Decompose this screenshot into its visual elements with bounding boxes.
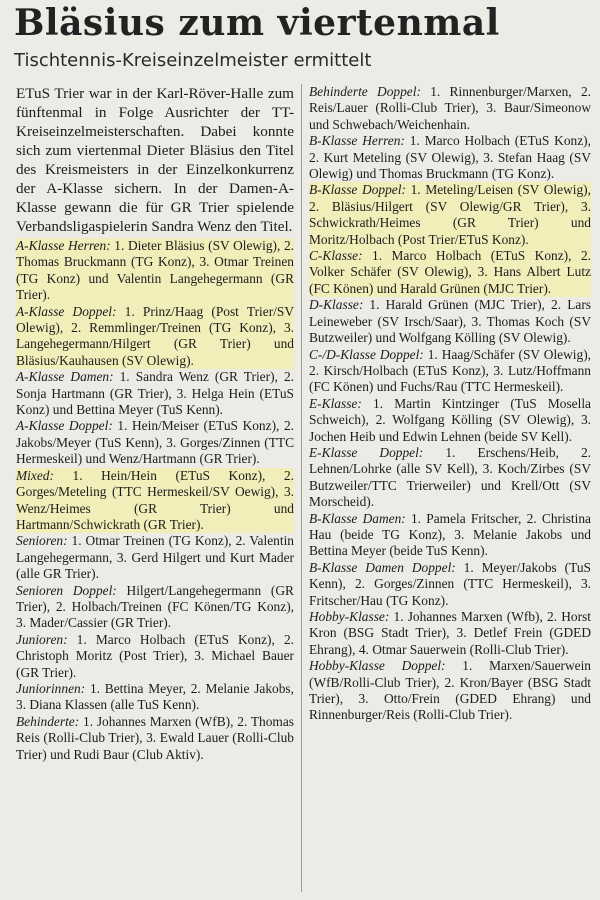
result-text: 1. Johannes Marxen (WfB), 2. Thomas Reis (Rolli-Club Trier), 3. Ewald Lauer (Rolli-Club Trier) und Rudi Baur (Club Aktiv). bbox=[16, 713, 294, 762]
result-text: 1. Hein/Hein (ETuS Konz), 2. Gorges/Meteling (TTC Hermeskeil/SV Oewig), 3. Wenz/Heimes (GR Trier) und Hartmann/Schwickrath (GR Trier). bbox=[16, 467, 294, 532]
result-category: Senioren: bbox=[16, 533, 68, 549]
subheadline: Tischtennis-Kreiseinzelmeister ermittelt bbox=[14, 50, 372, 71]
result-text: 1. Hein/Meiser (ETuS Konz), 2. Jakobs/Meyer (TuS Kenn), 3. Gorges/Zinnen (TTC Hermeskeil) und Wenz/Hartmann (GR Trier). bbox=[16, 418, 294, 467]
result-category: Hobby-Klasse: bbox=[309, 609, 390, 624]
result-category: A-Klasse Doppel: bbox=[16, 418, 113, 434]
result-text: 1. Bettina Meyer, 2. Melanie Jakobs, 3. Diana Klassen (alle TuS Kenn). bbox=[16, 680, 294, 713]
result-category: Hobby-Klasse Doppel: bbox=[309, 658, 446, 674]
column-divider bbox=[301, 84, 302, 892]
result-entry bbox=[16, 533, 294, 582]
result-text: 1. Erschens/Heib, 2. Lehnen/Lohrke (alle SV Kell), 3. Koch/Zirbes (SV Butzweiler/TTC Trierweiler) und Krell/Ott (SV Morscheid). bbox=[309, 444, 591, 510]
result-entry bbox=[309, 445, 591, 511]
result-text: 1. Marco Holbach (ETuS Konz), 2. Kurt Meteling (SV Olewig), 3. Stefan Haag (SV Olewig) und Thomas Bruckmann (TG Konz). bbox=[309, 133, 591, 182]
result-text: 1. Otmar Treinen (TG Konz), 2. Valentin Langehegermann, 3. Gerd Hilgert und Kurt Mader (alle GR Trier). bbox=[16, 533, 294, 582]
result-entry bbox=[309, 133, 591, 182]
result-text: 1. Sandra Wenz (GR Trier), 2. Sonja Hartmann (GR Trier), 3. Helga Hein (ETuS Konz) und Bettina Meyer (TuS Kenn). bbox=[16, 369, 294, 418]
left-column bbox=[16, 84, 294, 763]
result-category: Behinderte: bbox=[16, 713, 80, 729]
result-text: 1. Meteling/Leisen (SV Olewig), 2. Bläsius/Hilgert (SV Olewig/GR Trier), 3. Schwickrath/Heimes (GR Trier) und Moritz/Holbach (Post Trier/ETuS Konz). bbox=[309, 182, 591, 247]
result-entry bbox=[309, 297, 591, 346]
result-category: B-Klasse Damen: bbox=[309, 510, 406, 526]
result-entry bbox=[309, 658, 591, 724]
result-category: E-Klasse: bbox=[309, 395, 362, 411]
result-text: 1. Rinnenburger/Marxen, 2. Reis/Lauer (Rolli-Club Trier), 3. Baur/Simeonow und Schwebach/Weichenhain. bbox=[309, 84, 591, 132]
result-text: 1. Marco Holbach (ETuS Konz), 2. Christoph Moritz (Post Trier), 3. Michael Bauer (GR Trier). bbox=[16, 631, 294, 680]
result-entry bbox=[16, 418, 294, 467]
result-text: 1. Martin Kintzinger (TuS Mosella Schweich), 2. Wolfgang Kölling (SV Olewig), 3. Jochen Heib und Edwin Lehnen (beide SV Kell). bbox=[309, 395, 591, 444]
result-text: 1. Dieter Bläsius (SV Olewig), 2. Thomas Bruckmann (TG Konz), 3. Otmar Treinen (TG Konz) und Valentin Langehegermann (GR Trier). bbox=[16, 238, 295, 303]
result-text: 1. Marco Holbach (ETuS Konz), 2. Volker Schäfer (SV Olewig), 3. Hans Albert Lutz (FC Könen) und Harald Grünen (MJC Trier). bbox=[309, 248, 591, 296]
result-entry bbox=[16, 632, 294, 681]
result-text: 1. Johannes Marxen (Wfb), 2. Horst Kron (BSG Stadt Trier), 3. Detlef Frein (GDED Ehrang), 4. Otmar Sauerwein (Rolli-Club Trier). bbox=[309, 609, 591, 657]
result-entry bbox=[16, 583, 294, 632]
result-entry bbox=[16, 369, 294, 418]
result-category: Junioren: bbox=[16, 631, 68, 647]
result-category: E-Klasse Doppel: bbox=[309, 444, 424, 460]
result-entry bbox=[309, 182, 591, 248]
result-category: Senioren Doppel: bbox=[16, 582, 117, 598]
right-column bbox=[309, 84, 591, 724]
result-category: D-Klasse: bbox=[309, 297, 364, 313]
result-text: 1. Harald Grünen (MJC Trier), 2. Lars Leineweber (SV Irsch/Saar), 3. Thomas Koch (SV Butzweiler) und Wolfgang Kölling (SV Olewig). bbox=[309, 297, 591, 346]
result-entry bbox=[309, 609, 591, 658]
result-category: B-Klasse Doppel: bbox=[309, 182, 406, 198]
result-entry bbox=[16, 238, 294, 304]
result-text: 1. Haag/Schäfer (SV Olewig), 2. Kirsch/Holbach (ETuS Konz), 3. Lutz/Hoffmann (FC Könen) und Fuchs/Rau (TTC Hermeskeil). bbox=[309, 346, 592, 395]
result-entry bbox=[309, 511, 591, 560]
result-text: 1. Meyer/Jakobs (TuS Kenn), 2. Gorges/Zinnen (TTC Hermeskeil), 3. Fritscher/Hau (TG Konz). bbox=[309, 559, 591, 608]
result-category: Mixed: bbox=[16, 467, 54, 483]
result-category: A-Klasse Damen: bbox=[16, 369, 114, 385]
result-category: Juniorinnen: bbox=[16, 680, 86, 696]
result-category: B-Klasse Damen Doppel: bbox=[309, 559, 456, 575]
result-text: 1. Pamela Fritscher, 2. Christina Hau (beide TG Konz), 3. Melanie Jakobs und Bettina Meyer (beide TuS Kenn). bbox=[309, 510, 591, 559]
result-entry bbox=[309, 396, 591, 445]
result-entry bbox=[16, 681, 294, 714]
result-entry bbox=[16, 714, 294, 763]
result-text: Hilgert/Langehegermann (GR Trier), 2. Holbach/Treinen (FC Könen/TG Konz), 3. Mader/Cassier (GR Trier). bbox=[16, 582, 294, 631]
result-entry bbox=[16, 468, 294, 534]
result-text: 1. Marxen/Sauerwein (WfB/Rolli-Club Trier), 2. Kron/Bayer (BSG Stadt Trier), 3. Otto/Frein (GDED Ehrang) und Rinnenburger/Reis (Rolli-Club Trier). bbox=[309, 658, 591, 723]
result-category: B-Klasse Herren: bbox=[309, 133, 405, 149]
result-category: A-Klasse Herren: bbox=[16, 238, 111, 253]
right-results-list bbox=[309, 84, 591, 724]
result-category: C-/D-Klasse Doppel: bbox=[309, 346, 424, 362]
result-entry bbox=[309, 347, 591, 396]
result-category: C-Klasse: bbox=[309, 248, 363, 264]
result-entry bbox=[309, 248, 591, 297]
lead-paragraph: ETuS Trier war in der Karl-Röver-Halle zum fünftenmal in Folge Ausrichter der TT-Kreiseinzelmeisterschaften. Dabei konnte sich zum viertenmal Dieter Bläsius den Titel des Kreismeisters in der Einzelkonkurrenz der A-Klasse sichern. In der Damen-A-Klasse gewann die für GR Trier spielende Verbandsligaspielerin Sandra Wenz den Titel. bbox=[16, 85, 294, 235]
result-text: 1. Prinz/Haag (Post Trier/SV Olewig), 2. Remmlinger/Treinen (TG Konz), 3. Langehegermann/Hilgert (GR Trier) und Bläsius/Kauhausen (SV Olewig). bbox=[16, 303, 294, 368]
result-entry bbox=[309, 560, 591, 609]
left-results-list bbox=[16, 238, 294, 763]
result-entry bbox=[309, 84, 591, 133]
headline: Bläsius zum viertenmal bbox=[14, 2, 500, 44]
result-category: Behinderte Doppel: bbox=[309, 84, 421, 99]
result-entry bbox=[16, 304, 294, 370]
result-category: A-Klasse Doppel: bbox=[16, 303, 117, 319]
